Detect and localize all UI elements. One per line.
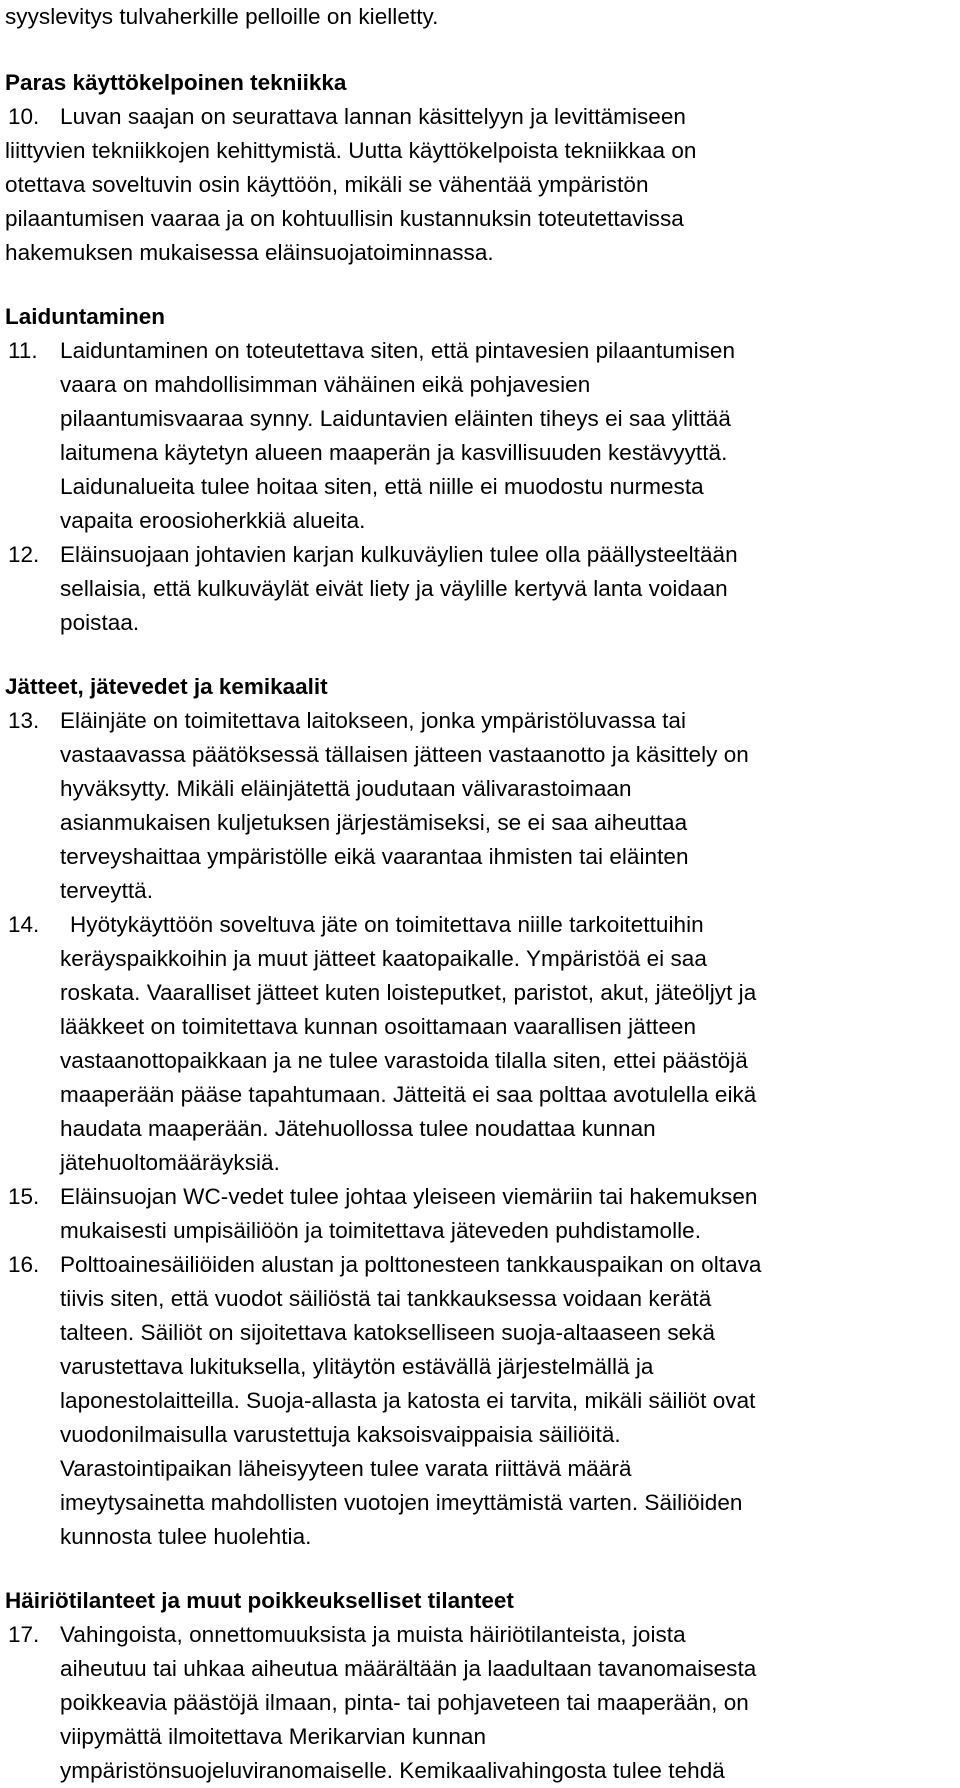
text-line: sellaisia, että kulkuväylät eivät liety ja väylille kertyvä lanta voidaan	[60, 576, 728, 601]
text-line: Polttoainesäiliöiden alustan ja polttonesteen tankkauspaikan on oltava	[60, 1252, 762, 1277]
text-line: laitumena käytetyn alueen maaperän ja kasvillisuuden kestävyyttä.	[60, 440, 728, 465]
text-line: aiheutuu tai uhkaa aiheutua määrältään ja laadultaan tavanomaisesta	[60, 1656, 757, 1681]
text-line: haudata maaperään. Jätehuollossa tulee noudattaa kunnan	[60, 1116, 656, 1141]
item-number: 10.	[8, 104, 40, 129]
text-line: poikkeavia päästöjä ilmaan, pinta- tai pohjaveteen tai maaperään, on	[60, 1690, 749, 1715]
text-line: varustettava lukituksella, ylitäytön estävällä järjestelmällä ja	[60, 1354, 654, 1379]
text-line: laponestolaitteilla. Suoja-allasta ja katosta ei tarvita, mikäli säiliöt ovat	[60, 1388, 756, 1413]
text-line: jätehuoltomääräyksiä.	[60, 1150, 280, 1175]
text-line: vuodonilmaisulla varustettuja kaksoisvaippaisia säiliöitä.	[60, 1422, 621, 1447]
section-heading: Laiduntaminen	[5, 304, 166, 329]
section-heading: Häiriötilanteet ja muut poikkeukselliset tilanteet	[5, 1588, 514, 1613]
text-line: ympäristönsuojeluviranomaiselle. Kemikaalivahingosta tulee tehdä	[60, 1758, 725, 1783]
text-line: vapaita eroosioherkkiä alueita.	[60, 508, 366, 533]
text-line: Laidunalueita tulee hoitaa siten, että niille ei muodostu nurmesta	[60, 474, 704, 499]
section-heading: Jätteet, jätevedet ja kemikaalit	[5, 674, 328, 699]
text-line: Varastointipaikan läheisyyteen tulee varata riittävä määrä	[60, 1456, 632, 1481]
text-line: pilaantumisen vaaraa ja on kohtuullisin kustannuksin toteutettavissa	[5, 206, 684, 231]
text-line: hyväksytty. Mikäli eläinjätettä joudutaan välivarastoimaan	[60, 776, 632, 801]
section-heading: Paras käyttökelpoinen tekniikka	[5, 70, 347, 95]
text-line: Eläinsuojaan johtavien karjan kulkuväylien tulee olla päällysteeltään	[60, 542, 738, 567]
item-number: 12.	[8, 542, 40, 567]
text-line: vaara on mahdollisimman vähäinen eikä pohjavesien	[60, 372, 591, 397]
text-line: syyslevitys tulvaherkille pelloille on kielletty.	[5, 4, 439, 29]
text-line: Hyötykäyttöön soveltuva jäte on toimitettava niille tarkoitettuihin	[70, 912, 704, 937]
text-line: vastaanottopaikkaan ja ne tulee varastoida tilalla siten, ettei päästöjä	[60, 1048, 748, 1073]
text-line: talteen. Säiliöt on sijoitettava katokselliseen suoja-altaaseen sekä	[60, 1320, 716, 1345]
text-line: Vahingoista, onnettomuuksista ja muista häiriötilanteista, joista	[60, 1622, 686, 1647]
text-line: pilaantumisvaaraa synny. Laiduntavien eläinten tiheys ei saa ylittää	[60, 406, 731, 431]
text-line: otettava soveltuvin osin käyttöön, mikäli se vähentää ympäristön	[5, 172, 649, 197]
text-line: kunnosta tulee huolehtia.	[60, 1524, 312, 1549]
text-line: imeytysainetta mahdollisten vuotojen imeyttämistä varten. Säiliöiden	[60, 1490, 743, 1515]
item-number: 16.	[8, 1252, 40, 1277]
item-number: 14.	[8, 912, 40, 937]
text-line: Eläinsuojan WC-vedet tulee johtaa yleiseen viemäriin tai hakemuksen	[60, 1184, 758, 1209]
text-line: viipymättä ilmoitettava Merikarvian kunnan	[60, 1724, 487, 1749]
text-line: roskata. Vaaralliset jätteet kuten loisteputket, paristot, akut, jäteöljyt ja	[60, 980, 757, 1005]
text-line: poistaa.	[60, 610, 140, 635]
text-line: Laiduntaminen on toteutettava siten, että pintavesien pilaantumisen	[60, 338, 736, 363]
item-number: 11.	[8, 338, 38, 363]
text-line: Luvan saajan on seurattava lannan käsittelyyn ja levittämiseen	[60, 104, 686, 129]
text-line: mukaisesti umpisäiliöön ja toimitettava jäteveden puhdistamolle.	[60, 1218, 702, 1243]
text-line: liittyvien tekniikkojen kehittymistä. Uutta käyttökelpoista tekniikkaa on	[5, 138, 697, 163]
item-number: 17.	[8, 1622, 40, 1647]
text-line: Eläinjäte on toimitettava laitokseen, jonka ympäristöluvassa tai	[60, 708, 687, 733]
text-line: tiivis siten, että vuodot säiliöstä tai tankkauksessa voidaan kerätä	[60, 1286, 712, 1311]
text-line: terveyttä.	[60, 878, 154, 903]
text-line: vastaavassa päätöksessä tällaisen jätteen vastaanotto ja käsittely on	[60, 742, 749, 767]
text-line: terveyshaittaa ympäristölle eikä vaarantaa ihmisten tai eläinten	[60, 844, 689, 869]
text-line: maaperään pääse tapahtumaan. Jätteitä ei saa polttaa avotulella eikä	[60, 1082, 757, 1107]
text-line: hakemuksen mukaisessa eläinsuojatoiminnassa.	[5, 240, 494, 265]
text-line: asianmukaisen kuljetuksen järjestämiseksi, se ei saa aiheuttaa	[60, 810, 688, 835]
item-number: 13.	[8, 708, 40, 733]
text-line: keräyspaikkoihin ja muut jätteet kaatopaikalle. Ympäristöä ei saa	[60, 946, 707, 971]
item-number: 15.	[8, 1184, 40, 1209]
text-line: lääkkeet on toimitettava kunnan osoittamaan vaarallisen jätteen	[60, 1014, 697, 1039]
